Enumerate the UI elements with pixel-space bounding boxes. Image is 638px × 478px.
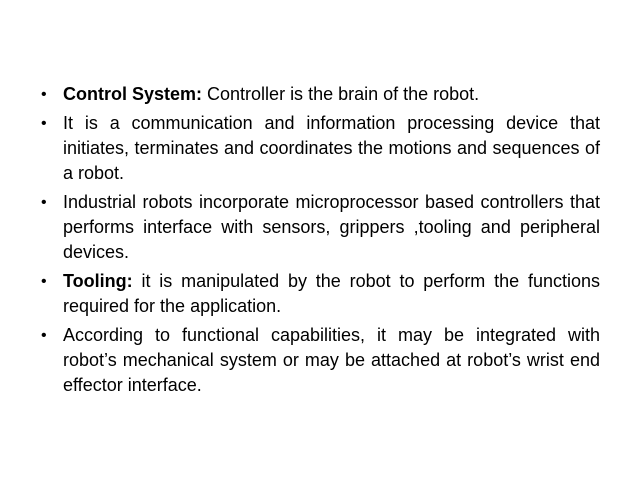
bullet-text: Controller is the brain of the robot. <box>202 84 480 104</box>
bullet-item-industrial-robots <box>41 190 600 265</box>
bullet-list <box>41 82 600 402</box>
bullet-dot-icon: • <box>41 115 47 132</box>
bullet-item-communication-device <box>41 111 600 186</box>
bullet-dot-icon: • <box>41 194 47 211</box>
bullet-dot-icon: • <box>41 273 47 290</box>
bullet-item-control-system <box>41 82 600 107</box>
bullet-dot-icon: • <box>41 86 47 103</box>
bullet-dot-icon: • <box>41 327 47 344</box>
bullet-item-functional-capabilities <box>41 323 600 398</box>
bullet-text: Industrial robots incorporate microprocessor based controllers that performs interface with sensors, grippers ,tooling and peripheral devices. <box>63 192 600 262</box>
bullet-lead: Control System: <box>63 84 203 104</box>
bullet-lead: Tooling: <box>63 271 133 291</box>
bullet-text: it is manipulated by the robot to perform the functions required for the application. <box>63 271 600 316</box>
bullet-item-tooling <box>41 269 600 319</box>
bullet-text: According to functional capabilities, it may be integrated with robot’s mechanical system or may be attached at robot’s wrist end effector interface. <box>63 325 600 395</box>
bullet-text: It is a communication and information processing device that initiates, terminates and coordinates the motions and sequences of a robot. <box>63 113 600 183</box>
